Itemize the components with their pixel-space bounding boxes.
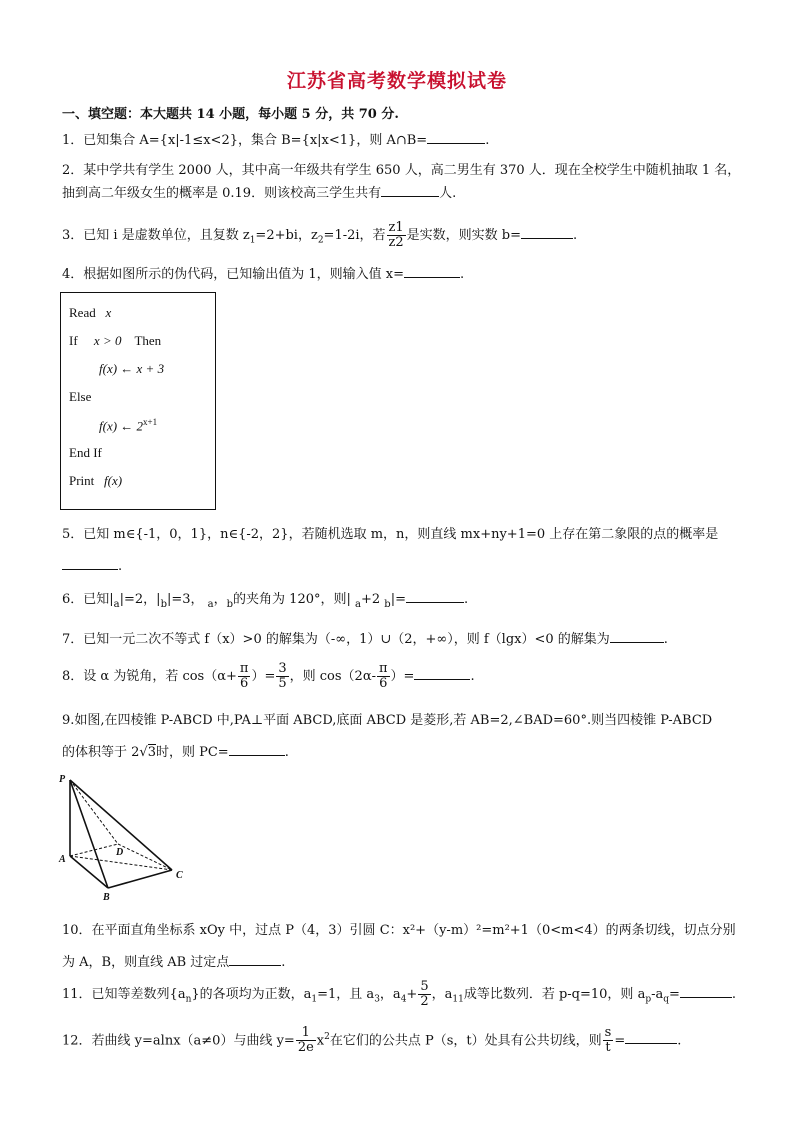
question-8-text: ，则 cos（2α- bbox=[289, 669, 376, 684]
code-keyword: Print bbox=[69, 473, 95, 488]
question-5-text: 5．已知 m∈{-1，0，1}，n∈{-2，2}，若随机选取 m，n，则直线 mx+ny+1=0 上存在第二象限的点的概率是 bbox=[62, 527, 719, 542]
code-line-5 bbox=[99, 417, 157, 434]
question-3-text: =1-2i，若 bbox=[323, 228, 386, 243]
sqrt-radicand: 3 bbox=[147, 745, 156, 760]
answer-blank bbox=[62, 555, 118, 570]
question-end: . bbox=[731, 987, 737, 1002]
question-6 bbox=[62, 588, 742, 616]
label-B: B bbox=[103, 892, 110, 900]
label-A: A bbox=[59, 854, 66, 865]
section-heading: 一、填空题：本大题共 14 小题，每小题 5 分，共 70 分. bbox=[62, 107, 399, 122]
fraction-denominator: 6 bbox=[240, 676, 249, 691]
question-end: . bbox=[485, 133, 490, 148]
question-end: . bbox=[118, 559, 123, 574]
question-6-text: ， bbox=[213, 592, 227, 607]
question-2 bbox=[62, 160, 742, 205]
question-8-text: ）= bbox=[390, 669, 415, 684]
answer-blank bbox=[404, 263, 460, 278]
vector-b: b bbox=[160, 599, 167, 610]
answer-blank bbox=[521, 224, 573, 239]
question-6-text: +2 bbox=[360, 592, 381, 607]
code-line-6 bbox=[69, 445, 102, 461]
fraction-denominator: 6 bbox=[379, 676, 388, 691]
vector-b: b bbox=[226, 599, 234, 610]
code-line-4 bbox=[69, 389, 91, 405]
subscript: 1 bbox=[249, 235, 256, 246]
question-11-text: -a bbox=[651, 987, 664, 1002]
question-12-text: = bbox=[614, 1033, 626, 1049]
question-4 bbox=[62, 263, 742, 286]
subscript: 4 bbox=[400, 994, 407, 1005]
answer-blank bbox=[625, 1029, 677, 1044]
answer-blank bbox=[427, 129, 485, 144]
code-condition: x > 0 bbox=[93, 333, 122, 348]
fraction-3-over-5 bbox=[276, 662, 288, 691]
fraction-1-over-2e bbox=[296, 1026, 316, 1055]
subscript: 2 bbox=[317, 235, 324, 246]
subscript: n bbox=[185, 994, 192, 1005]
question-end: . bbox=[460, 267, 465, 282]
vector-b: b bbox=[384, 599, 391, 610]
question-2-line-1: 2．某中学共有学生 2000 人，其中高一年级共有学生 650 人，高二男生有 370 人．现在全校学生中随机抽取 1 名， bbox=[62, 163, 741, 178]
fraction-z1-over-z2 bbox=[387, 221, 406, 250]
question-6-text: |= bbox=[390, 592, 406, 607]
vector-a: a bbox=[355, 599, 361, 610]
label-C: C bbox=[176, 870, 183, 881]
question-10-text: 为 A，B，则直线 AB 过定点 bbox=[62, 955, 230, 970]
question-6-text: 的夹角为 120°，则| bbox=[233, 592, 351, 607]
question-end: . bbox=[573, 228, 578, 243]
fraction-numerator: 1 bbox=[296, 1026, 316, 1041]
question-12-text: x bbox=[316, 1033, 325, 1049]
question-5 bbox=[62, 524, 742, 578]
subscript: q bbox=[663, 994, 670, 1005]
fraction-denominator: 2 bbox=[420, 994, 429, 1009]
question-3-text: 是实数，则实数 b= bbox=[406, 228, 522, 243]
fraction-numerator: π bbox=[239, 661, 249, 676]
fraction-numerator: 5 bbox=[420, 979, 429, 994]
question-11-text: + bbox=[406, 987, 418, 1002]
code-keyword: End If bbox=[69, 445, 102, 460]
question-11-text: ，a bbox=[379, 987, 401, 1002]
fraction-numerator: 3 bbox=[278, 661, 287, 676]
code-keyword: Else bbox=[69, 389, 92, 404]
question-7-text: 7．已知一元二次不等式 f（x）>0 的解集为（-∞，1）∪（2，+∞），则 f（lgx）<0 的解集为 bbox=[62, 632, 610, 647]
question-3 bbox=[62, 221, 742, 252]
fraction-denominator: 5 bbox=[278, 676, 287, 691]
question-11-text: ，a bbox=[431, 987, 453, 1002]
question-end: 人. bbox=[439, 186, 457, 201]
fraction-numerator: z1 bbox=[388, 220, 404, 235]
question-2-line-2 bbox=[62, 182, 742, 205]
question-end: . bbox=[284, 745, 289, 760]
edge-BC bbox=[108, 870, 172, 888]
answer-blank bbox=[229, 741, 285, 756]
code-variable: x bbox=[105, 305, 112, 320]
question-6-text: |=2，| bbox=[119, 592, 161, 607]
question-end: . bbox=[463, 592, 469, 607]
question-7 bbox=[62, 628, 742, 651]
fraction-denominator: t bbox=[605, 1040, 611, 1056]
superscript: 2 bbox=[324, 1032, 330, 1042]
answer-blank bbox=[680, 983, 732, 998]
question-11 bbox=[62, 980, 742, 1011]
subscript: 11 bbox=[452, 994, 464, 1005]
page-title: 江苏省高考数学模拟试卷 bbox=[286, 70, 507, 92]
code-line-1 bbox=[69, 305, 111, 321]
question-9-text: 的体积等于 2 bbox=[62, 745, 140, 760]
code-line-7 bbox=[69, 473, 122, 489]
question-11-text: }的各项均为正数，a bbox=[191, 987, 312, 1002]
code-line-3 bbox=[99, 361, 164, 377]
question-8-text: 8．设 α 为锐角，若 cos（α+ bbox=[62, 669, 237, 684]
question-11-text: 成等比数列．若 p-q=10，则 a bbox=[463, 987, 646, 1002]
question-10-line-2 bbox=[62, 951, 742, 974]
question-12-text: 在它们的公共点 P（s，t）处具有公共切线，则 bbox=[329, 1033, 602, 1049]
question-5-line-2 bbox=[62, 555, 742, 578]
answer-blank bbox=[414, 665, 470, 680]
label-D: D bbox=[116, 847, 124, 858]
vector-a: a bbox=[113, 599, 120, 610]
fraction-denominator: z2 bbox=[388, 235, 404, 250]
pseudocode-box bbox=[60, 292, 216, 510]
question-9-text: 时，则 PC= bbox=[155, 745, 229, 760]
code-statement: f(x) ← 2 bbox=[99, 418, 144, 434]
fraction-s-over-t bbox=[603, 1026, 614, 1055]
question-6-text: |=3， bbox=[166, 592, 204, 607]
question-end: . bbox=[281, 955, 286, 970]
code-keyword: Read bbox=[69, 305, 96, 320]
question-12 bbox=[62, 1026, 742, 1055]
question-10-line-1: 10．在平面直角坐标系 xOy 中，过点 P（4，3）引圆 C：x²+（y-m）²=m²+1（0<m<4）的两条切线，切点分别 bbox=[62, 923, 736, 938]
code-keyword: Then bbox=[134, 333, 162, 348]
question-3-text: 3．已知 i 是虚数单位，且复数 z bbox=[62, 228, 250, 243]
question-end: . bbox=[470, 669, 475, 684]
subscript: 1 bbox=[311, 994, 318, 1005]
code-statement: f(x) ← x + 3 bbox=[99, 361, 165, 376]
question-6-text: 6．已知| bbox=[62, 592, 114, 607]
label-P: P bbox=[59, 774, 66, 785]
question-11-text: 11．已知等差数列{a bbox=[62, 987, 186, 1002]
question-2-text: 抽到高二年级女生的概率是 0.19．则该校高三学生共有 bbox=[62, 186, 382, 201]
question-9-line-2 bbox=[62, 741, 742, 764]
answer-blank bbox=[229, 951, 281, 966]
code-variable: f(x) bbox=[104, 473, 123, 488]
fraction-pi-over-6 bbox=[238, 662, 251, 691]
subscript: 3 bbox=[374, 994, 380, 1005]
question-1 bbox=[62, 129, 742, 152]
sqrt-symbol: √ bbox=[139, 745, 148, 760]
question-4-text: 4．根据如图所示的伪代码，已知输出值为 1，则输入值 x= bbox=[62, 267, 405, 282]
question-9-line-1: 9.如图,在四棱锥 P-ABCD 中,PA⊥平面 ABCD,底面 ABCD 是菱形,若 AB=2,∠BAD=60°.则当四棱锥 P-ABCD bbox=[62, 713, 713, 728]
vector-a: a bbox=[207, 599, 214, 610]
question-end: . bbox=[677, 1033, 682, 1049]
question-3-text: =2+bi，z bbox=[255, 228, 318, 243]
question-11-text: =1，且 a bbox=[317, 987, 375, 1002]
fraction-5-over-2 bbox=[418, 980, 430, 1009]
code-line-2 bbox=[69, 333, 161, 349]
answer-blank bbox=[610, 628, 664, 643]
question-11-text: = bbox=[669, 987, 680, 1002]
fraction-numerator: π bbox=[379, 661, 388, 676]
edge-PD bbox=[70, 780, 118, 844]
fraction-numerator: s bbox=[604, 1025, 612, 1041]
question-12-text: 12．若曲线 y=alnx（a≠0）与曲线 y= bbox=[62, 1033, 295, 1049]
question-1-text: 1．已知集合 A={x|-1≤x<2}，集合 B={x|x<1}，则 A∩B= bbox=[62, 133, 428, 148]
subscript: p bbox=[645, 994, 652, 1005]
question-8-text: ）= bbox=[251, 669, 276, 684]
answer-blank bbox=[406, 588, 464, 603]
question-9 bbox=[62, 710, 742, 764]
question-8 bbox=[62, 662, 742, 691]
question-end: . bbox=[663, 632, 668, 647]
answer-blank bbox=[381, 182, 439, 197]
fraction-denominator: 2e bbox=[297, 1040, 314, 1056]
code-keyword: If bbox=[69, 333, 78, 348]
question-10 bbox=[62, 920, 742, 974]
pyramid-figure bbox=[56, 770, 196, 900]
fraction-pi-over-6 bbox=[377, 662, 390, 691]
code-exponent: x+1 bbox=[143, 417, 158, 427]
